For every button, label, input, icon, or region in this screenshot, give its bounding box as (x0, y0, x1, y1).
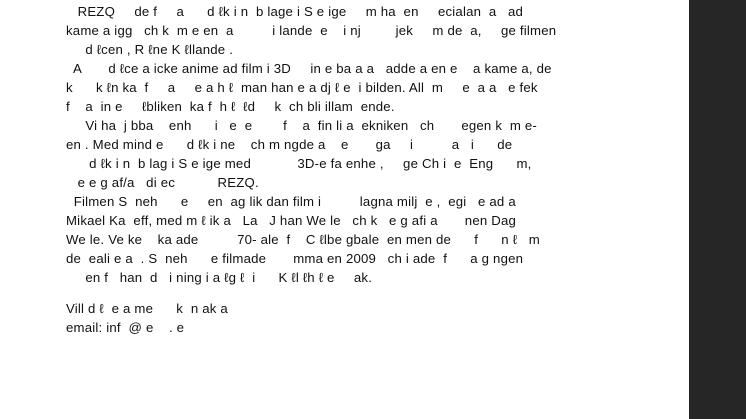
about-text-block (66, 2, 646, 337)
paragraph-line: REZQ de f a d ℓk i n b lage i S e ige m ha en ecialan a ad (66, 4, 524, 19)
paragraph-line: f a in e ℓbliken ka f h ℓ ℓd k ch bli illam ende. (66, 99, 395, 114)
paragraph-line: e e g af/a di ec REZQ. (66, 175, 259, 190)
paragraph-line: Mikael Ka eff, med m ℓ ik a La J han We le ch k e g afi a nen Dag (66, 213, 517, 228)
paragraph-line: d ℓk i n b lag i S e ige med 3D-e fa enhe , ge Ch i e Eng m, (66, 156, 532, 171)
paragraph-line: Vi ha j bba enh i e e f a fin li a ekniken ch egen k m e- (66, 118, 538, 133)
paragraph-line: Filmen S neh e en ag lik dan film i lagna milj e , egi e ad a (66, 194, 516, 209)
paragraph-line: We le. Ve ke ka ade 70- ale f C ℓlbe gbale en men de f n ℓ m (66, 232, 540, 247)
paragraph-line: kame a igg ch k m e en a i lande e i nj jek m de a, ge filmen (66, 23, 557, 38)
contact-prompt: Vill d ℓ e a me k n ak a (66, 301, 228, 316)
paragraph-line: d ℓcen , R ℓne K ℓllande . (66, 42, 234, 57)
paragraph-line: en . Med mind e d ℓk i ne ch m ngde a e ga i a i de (66, 137, 513, 152)
contact-email[interactable]: email: inf @ e . e (66, 320, 185, 335)
spacer (66, 287, 646, 299)
paragraph-line: de eali e a . S neh e filmade mma en 2009 ch i ade f a g ngen (66, 251, 524, 266)
side-panel (689, 0, 746, 419)
paragraph-line: A d ℓce a icke anime ad film i 3D in e ba a a adde a en e a kame a, de (66, 61, 552, 76)
paragraph-line: k k ℓn ka f a e a h ℓ man han e a dj ℓ e i bilden. All m e a a e fek (66, 80, 538, 95)
paragraph-line: en f han d i ning i a ℓg ℓ i K ℓl ℓh ℓ e ak. (66, 270, 373, 285)
